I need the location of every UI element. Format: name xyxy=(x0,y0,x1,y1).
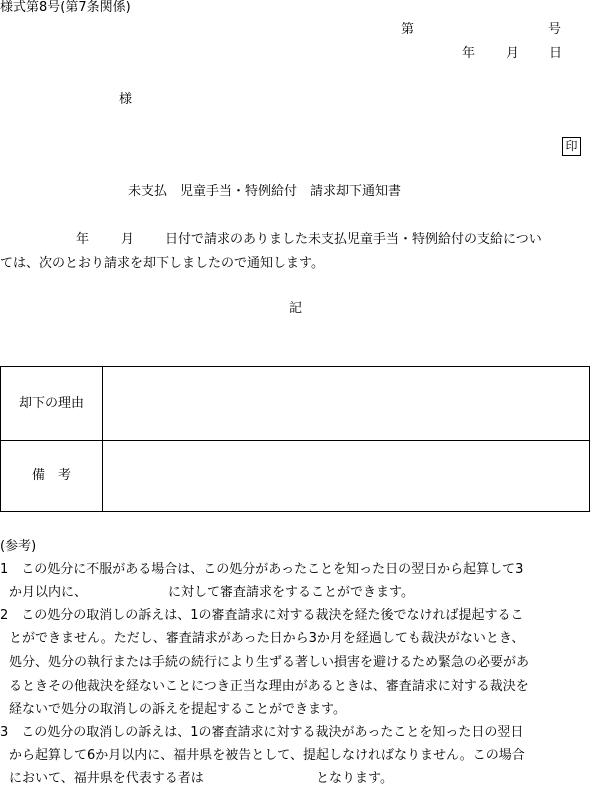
note2-line4: るときその他裁決を経ないことにつき正当な理由があるときは、審査請求に対する裁決を xyxy=(9,679,529,694)
notes-heading: (参考) xyxy=(0,539,37,554)
ki-heading: 記 xyxy=(289,301,303,316)
note2-line5: 経ないで処分の取消しの訴えを提起することができます。 xyxy=(9,702,346,717)
body-year: 年 xyxy=(76,232,90,247)
remarks-label: 備 考 xyxy=(31,468,71,483)
note3-line3b: となります。 xyxy=(316,771,393,786)
note3-line2: から起算して6か月以内に、福井県を被告として、提起しなければなりません。この場合 xyxy=(9,748,525,763)
note3-line1: 3 この処分の取消しの訴えは、1の審査請求に対する裁決があったことを知った日の翌日 xyxy=(0,725,524,740)
date-day: 日 xyxy=(549,46,563,61)
body-month: 月 xyxy=(121,232,135,247)
table-divider-horizontal xyxy=(1,440,589,441)
body-line1: 日付で請求のありました未支払児童手当・特例給付の支給につい xyxy=(165,232,542,247)
document-title: 未支払 児童手当・特例給付 請求却下通知書 xyxy=(128,184,402,199)
number-prefix: 第 xyxy=(401,22,415,37)
addressee-suffix: 様 xyxy=(119,92,133,107)
note3-line3a: において、福井県を代表する者は xyxy=(9,771,204,786)
number-suffix: 号 xyxy=(548,22,562,37)
rejection-table xyxy=(0,366,590,512)
note1-line2a: か月以内に、 xyxy=(9,585,88,600)
note1-line2b: に対して審査請求をすることができます。 xyxy=(168,585,414,600)
seal-mark: 印 xyxy=(562,137,581,156)
date-year: 年 xyxy=(462,46,476,61)
form-id: 様式第8号(第7条関係) xyxy=(0,0,131,15)
note2-line1: 2 この処分の取消しの訴えは、1の審査請求に対する裁決を経た後でなければ提起するこ xyxy=(0,608,524,623)
table-divider-vertical xyxy=(102,367,103,511)
note1-line1: 1 この処分に不服がある場合は、この処分があったことを知った日の翌日から起算して3 xyxy=(0,562,524,577)
rejection-reason-label: 却下の理由 xyxy=(18,396,84,411)
body-line2: ては、次のとおり請求を却下しましたので通知します。 xyxy=(0,256,324,271)
note2-line3: 処分、処分の執行または手続の続行により生ずる著しい損害を避けるため緊急の必要があ xyxy=(9,655,530,670)
date-month: 月 xyxy=(506,46,520,61)
note2-line2: とができません。ただし、審査請求があった日から3か月を経過しても裁決がないとき、 xyxy=(9,631,525,646)
